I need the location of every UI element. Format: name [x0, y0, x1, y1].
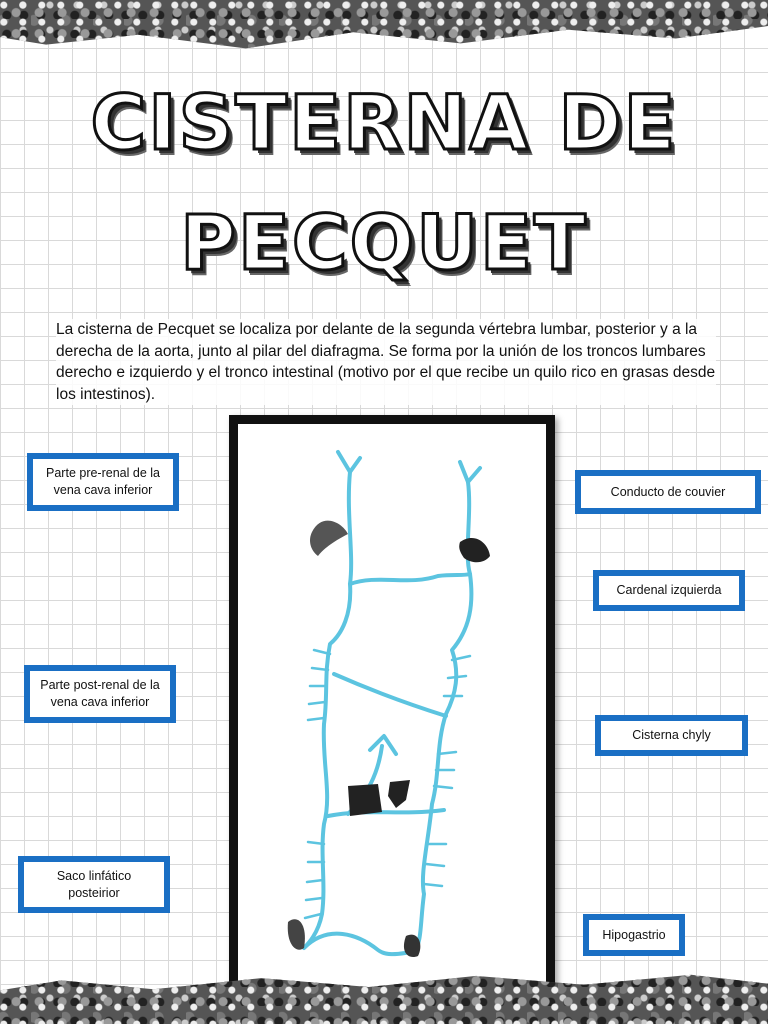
page-title-line-2: PECQUET: [180, 198, 588, 287]
intro-paragraph: La cisterna de Pecquet se localiza por delante de la segunda vértebra lumbar, posterior y a la derecha de la aorta, junto al pilar del diafragma. Se forma por la unión de los troncos lumbares derecho e izquierdo y el tronco intestinal (motivo por el que recibe un quilo rico en grasas desde los intestinos).: [56, 319, 716, 405]
label-prerenal-vena-cava: Parte pre-renal de la vena cava inferior: [27, 453, 179, 511]
glitter-banner-top: [0, 0, 768, 62]
label-saco-linfatico: Saco linfático posteirior: [18, 856, 170, 913]
label-hipogastrio: Hipogastrio: [583, 914, 685, 956]
label-conducto-couvier: Conducto de couvier: [575, 470, 761, 514]
label-cisterna-chyly: Cisterna chyly: [595, 715, 748, 756]
label-postrenal-vena-cava: Parte post-renal de la vena cava inferior: [24, 665, 176, 723]
drawing-frame: [229, 415, 555, 1019]
label-cardenal-izquierda: Cardenal izquierda: [593, 570, 745, 611]
lymphatic-drawing: [238, 424, 546, 1010]
page-title-line-1: CISTERNA DE: [90, 78, 678, 167]
